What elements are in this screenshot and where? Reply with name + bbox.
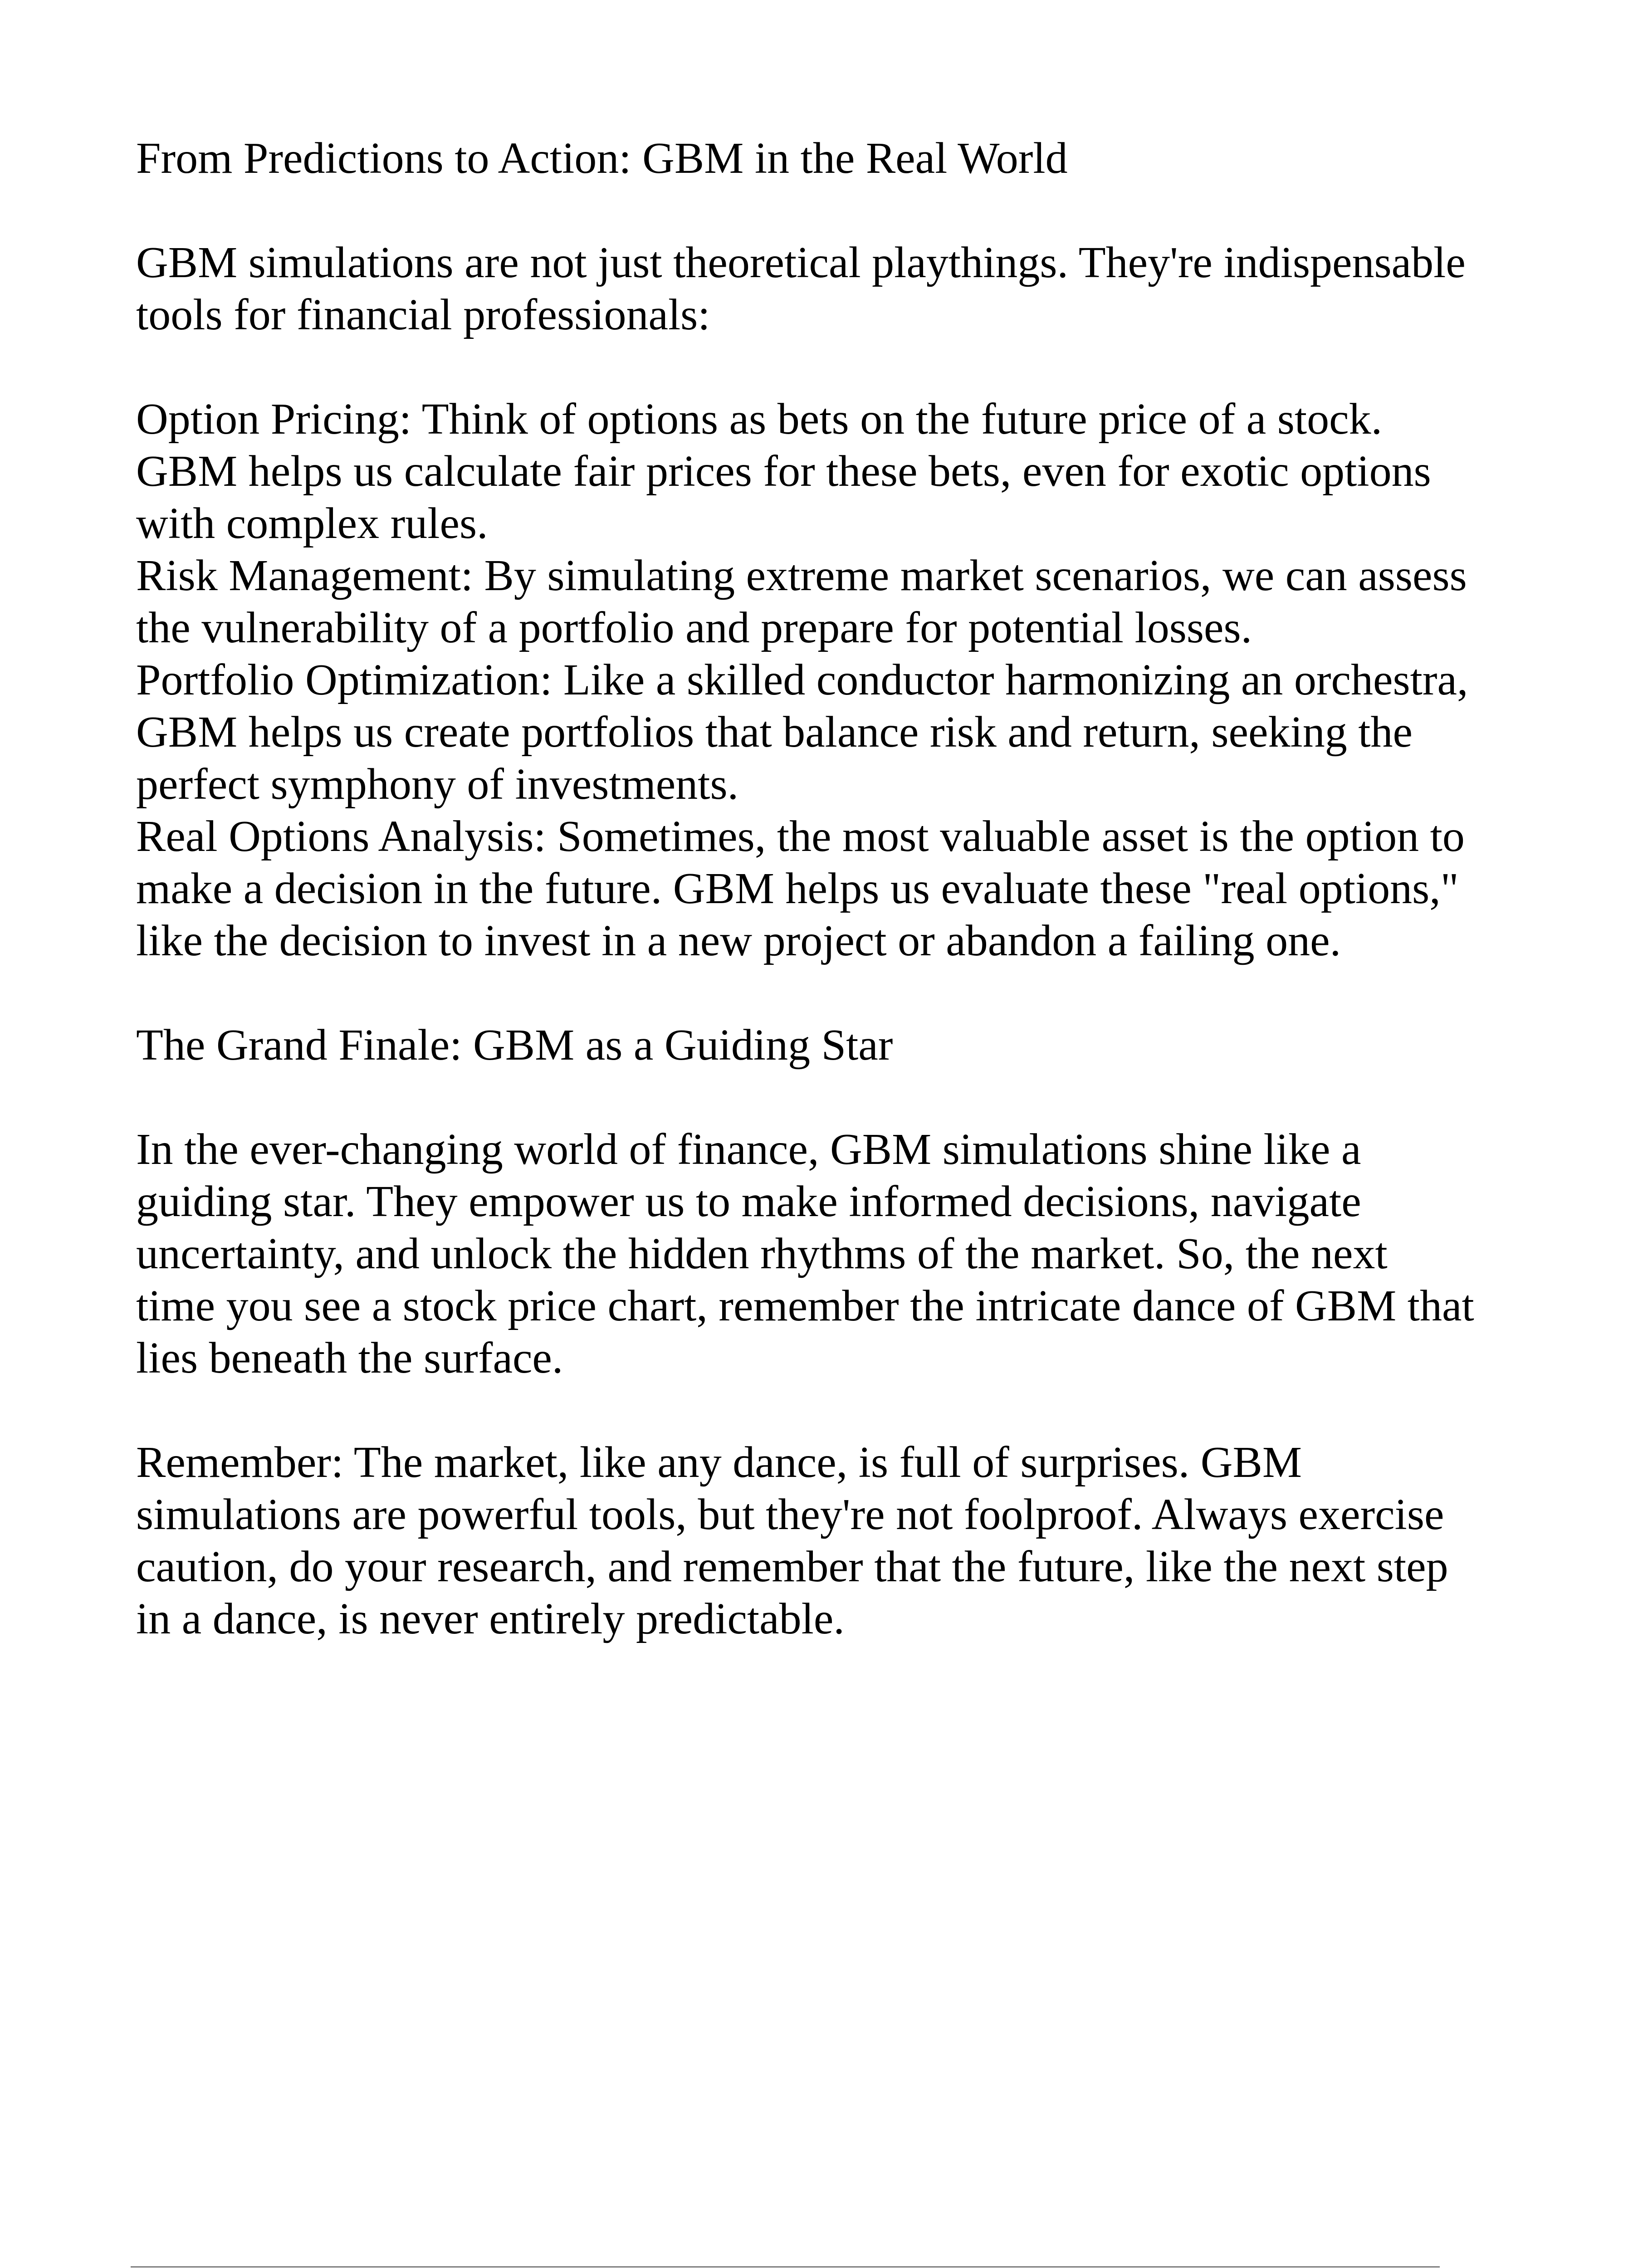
section-heading: The Grand Finale: GBM as a Guiding Star (136, 1021, 893, 1070)
closing-paragraph: Remember: The market, like any dance, is full of surprises. GBM simulations are powerful tools, but they're not foolproof. Always exercise caution, do your research, and remember that the future, like the next step in a dance, is never entirely predictable. (136, 1438, 1448, 1643)
body-paragraph: In the ever-changing world of finance, GBM simulations shine like a guiding star. They empower us to make informed decisions, navigate uncertainty, and unlock the hidden rhythms of the market. So, the next time you see a stock price chart, remember the intricate dance of GBM that lies beneath the surface. (136, 1125, 1474, 1383)
list-item-portfolio-optimization: Portfolio Optimization: Like a skilled conductor harmonizing an orchestra, GBM helps us create portfolios that balance risk and return, seeking the perfect symphony of investments. (136, 655, 1468, 809)
intro-paragraph: GBM simulations are not just theoretical playthings. They're indispensable tools for financial professionals: (136, 238, 1466, 339)
section-heading: From Predictions to Action: GBM in the Real World (136, 134, 1068, 183)
list-item-risk-management: Risk Management: By simulating extreme market scenarios, we can assess the vulnerability of a portfolio and prepare for potential losses. (136, 551, 1467, 652)
list-item-option-pricing: Option Pricing: Think of options as bets on the future price of a stock. GBM helps us calculate fair prices for these bets, even for exotic options with complex rules. (136, 395, 1431, 548)
list-item-real-options-analysis: Real Options Analysis: Sometimes, the most valuable asset is the option to make a decision in the future. GBM helps us evaluate these "real options," like the decision to invest in a new project or abandon a failing one. (136, 812, 1465, 965)
footer-divider (131, 2266, 1440, 2268)
page-content (136, 132, 1474, 1645)
